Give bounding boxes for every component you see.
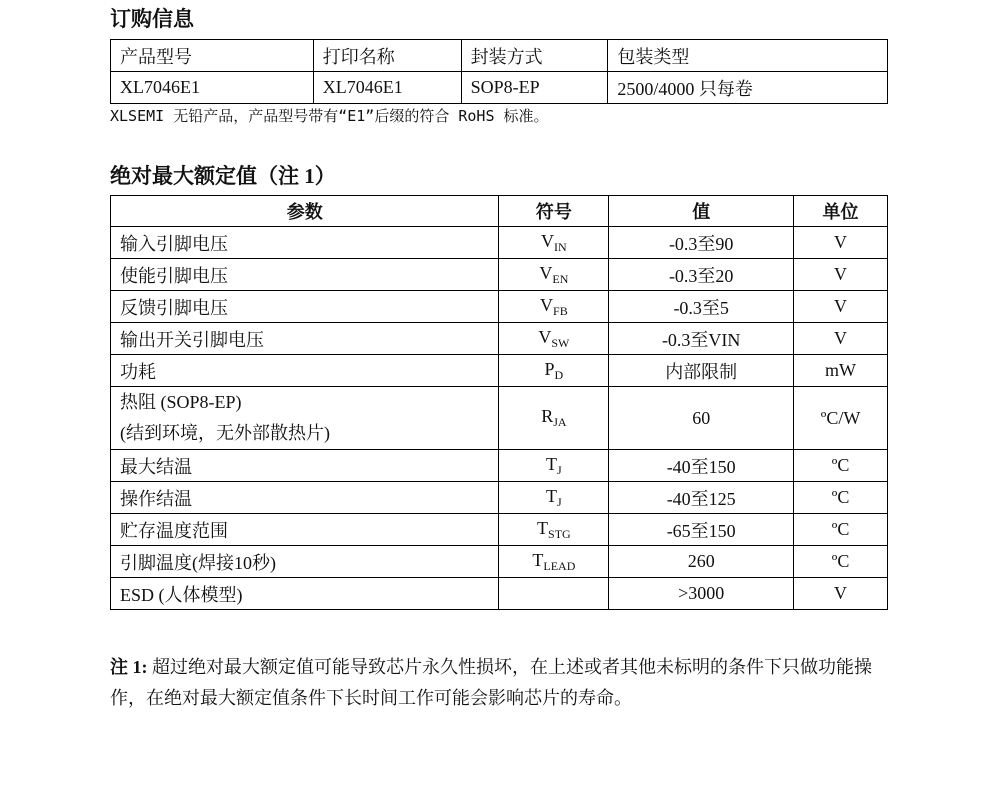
unit-cell: V — [794, 578, 888, 610]
symbol-sub: STG — [548, 526, 571, 541]
value-cell: 内部限制 — [609, 355, 794, 387]
param-cell: 输入引脚电压 — [111, 227, 499, 259]
table-row — [111, 355, 888, 387]
table-row — [111, 578, 888, 610]
param-cell: 反馈引脚电压 — [111, 291, 499, 323]
symbol-sub: LEAD — [543, 558, 576, 573]
table-cell: 2500/4000 只每卷 — [608, 72, 888, 104]
value-cell: -0.3至5 — [609, 291, 794, 323]
symbol-main: T — [532, 549, 544, 570]
value-cell: -0.3至20 — [609, 259, 794, 291]
symbol-sub: EN — [552, 271, 569, 286]
footnote — [110, 652, 890, 714]
ordering-info-table — [110, 39, 888, 104]
unit-cell: ºC/W — [794, 387, 888, 450]
unit-cell: mW — [794, 355, 888, 387]
param-cell: 使能引脚电压 — [111, 259, 499, 291]
symbol-main: V — [541, 230, 555, 251]
param-cell — [111, 387, 499, 450]
symbol-main: T — [546, 453, 558, 474]
table-cell: XL7046E1 — [313, 72, 461, 104]
value-cell: >3000 — [609, 578, 794, 610]
rohs-note: XLSEMI 无铅产品，产品型号带有“E1”后缀的符合 RoHS 标准。 — [110, 107, 549, 125]
symbol-cell — [499, 291, 609, 323]
table-row — [111, 387, 888, 450]
header-cell: 打印名称 — [313, 40, 461, 72]
unit-cell: V — [794, 291, 888, 323]
header-cell: 单位 — [794, 196, 888, 227]
table-cell: XL7046E1 — [111, 72, 314, 104]
value-cell: -40至150 — [609, 450, 794, 482]
symbol-cell — [499, 387, 609, 450]
param-line-1: 热阻 (SOP8-EP) — [120, 392, 242, 412]
value-cell: -0.3至90 — [609, 227, 794, 259]
unit-cell: ºC — [794, 450, 888, 482]
unit-cell: V — [794, 323, 888, 355]
symbol-main: V — [538, 326, 552, 347]
unit-cell: V — [794, 259, 888, 291]
header-cell: 值 — [609, 196, 794, 227]
value-cell: 260 — [609, 546, 794, 578]
param-cell: 输出开关引脚电压 — [111, 323, 499, 355]
table-row — [111, 291, 888, 323]
table-row — [111, 259, 888, 291]
header-cell: 符号 — [499, 196, 609, 227]
footnote-label: 注 1: — [110, 657, 148, 677]
symbol-main: V — [539, 262, 553, 283]
unit-cell: ºC — [794, 514, 888, 546]
unit-cell: ºC — [794, 482, 888, 514]
param-cell: 操作结温 — [111, 482, 499, 514]
table-row — [111, 450, 888, 482]
header-cell: 产品型号 — [111, 40, 314, 72]
symbol-sub: D — [554, 367, 564, 382]
table-cell: SOP8-EP — [461, 72, 608, 104]
value-cell: -65至150 — [609, 514, 794, 546]
table-row — [111, 227, 888, 259]
param-cell: 最大结温 — [111, 450, 499, 482]
symbol-cell — [499, 578, 609, 610]
symbol-main: V — [540, 294, 554, 315]
footnote-text: 超过绝对最大额定值可能导致芯片永久性损坏，在上述或者其他未标明的条件下只做功能操作，在绝对最大额定值条件下长时间工作可能会影响芯片的寿命。 — [110, 657, 872, 708]
symbol-cell — [499, 546, 609, 578]
abs-max-title: 绝对最大额定值（注 1） — [110, 164, 336, 188]
symbol-sub: FB — [553, 303, 568, 318]
symbol-cell — [499, 355, 609, 387]
symbol-cell — [499, 259, 609, 291]
symbol-sub: J — [557, 494, 562, 509]
unit-cell: V — [794, 227, 888, 259]
symbol-main: P — [544, 358, 555, 379]
symbol-sub: JA — [553, 415, 567, 429]
symbol-cell — [499, 482, 609, 514]
table-row — [111, 72, 888, 104]
table-row — [111, 546, 888, 578]
ordering-info-title: 订购信息 — [110, 7, 194, 31]
header-cell: 封装方式 — [461, 40, 608, 72]
header-cell: 参数 — [111, 196, 499, 227]
table-row — [111, 482, 888, 514]
table-header-row — [111, 40, 888, 72]
table-header-row — [111, 196, 888, 227]
symbol-main: T — [537, 517, 549, 538]
symbol-sub: J — [557, 462, 562, 477]
value-cell: -40至125 — [609, 482, 794, 514]
symbol-main: R — [541, 406, 554, 426]
symbol-sub: IN — [554, 239, 567, 254]
value-cell: -0.3至VIN — [609, 323, 794, 355]
table-row — [111, 323, 888, 355]
param-cell: 功耗 — [111, 355, 499, 387]
header-cell: 包装类型 — [608, 40, 888, 72]
symbol-cell — [499, 323, 609, 355]
param-cell: 贮存温度范围 — [111, 514, 499, 546]
value-cell: 60 — [609, 387, 794, 450]
symbol-cell — [499, 450, 609, 482]
symbol-main: T — [546, 485, 558, 506]
param-line-2: (结到环境，无外部散热片) — [120, 423, 330, 443]
unit-cell: ºC — [794, 546, 888, 578]
param-cell: ESD (人体模型) — [111, 578, 499, 610]
symbol-sub: SW — [551, 335, 570, 350]
symbol-cell — [499, 227, 609, 259]
symbol-cell — [499, 514, 609, 546]
abs-max-table — [110, 195, 888, 610]
table-row — [111, 514, 888, 546]
param-cell: 引脚温度(焊接10秒) — [111, 546, 499, 578]
